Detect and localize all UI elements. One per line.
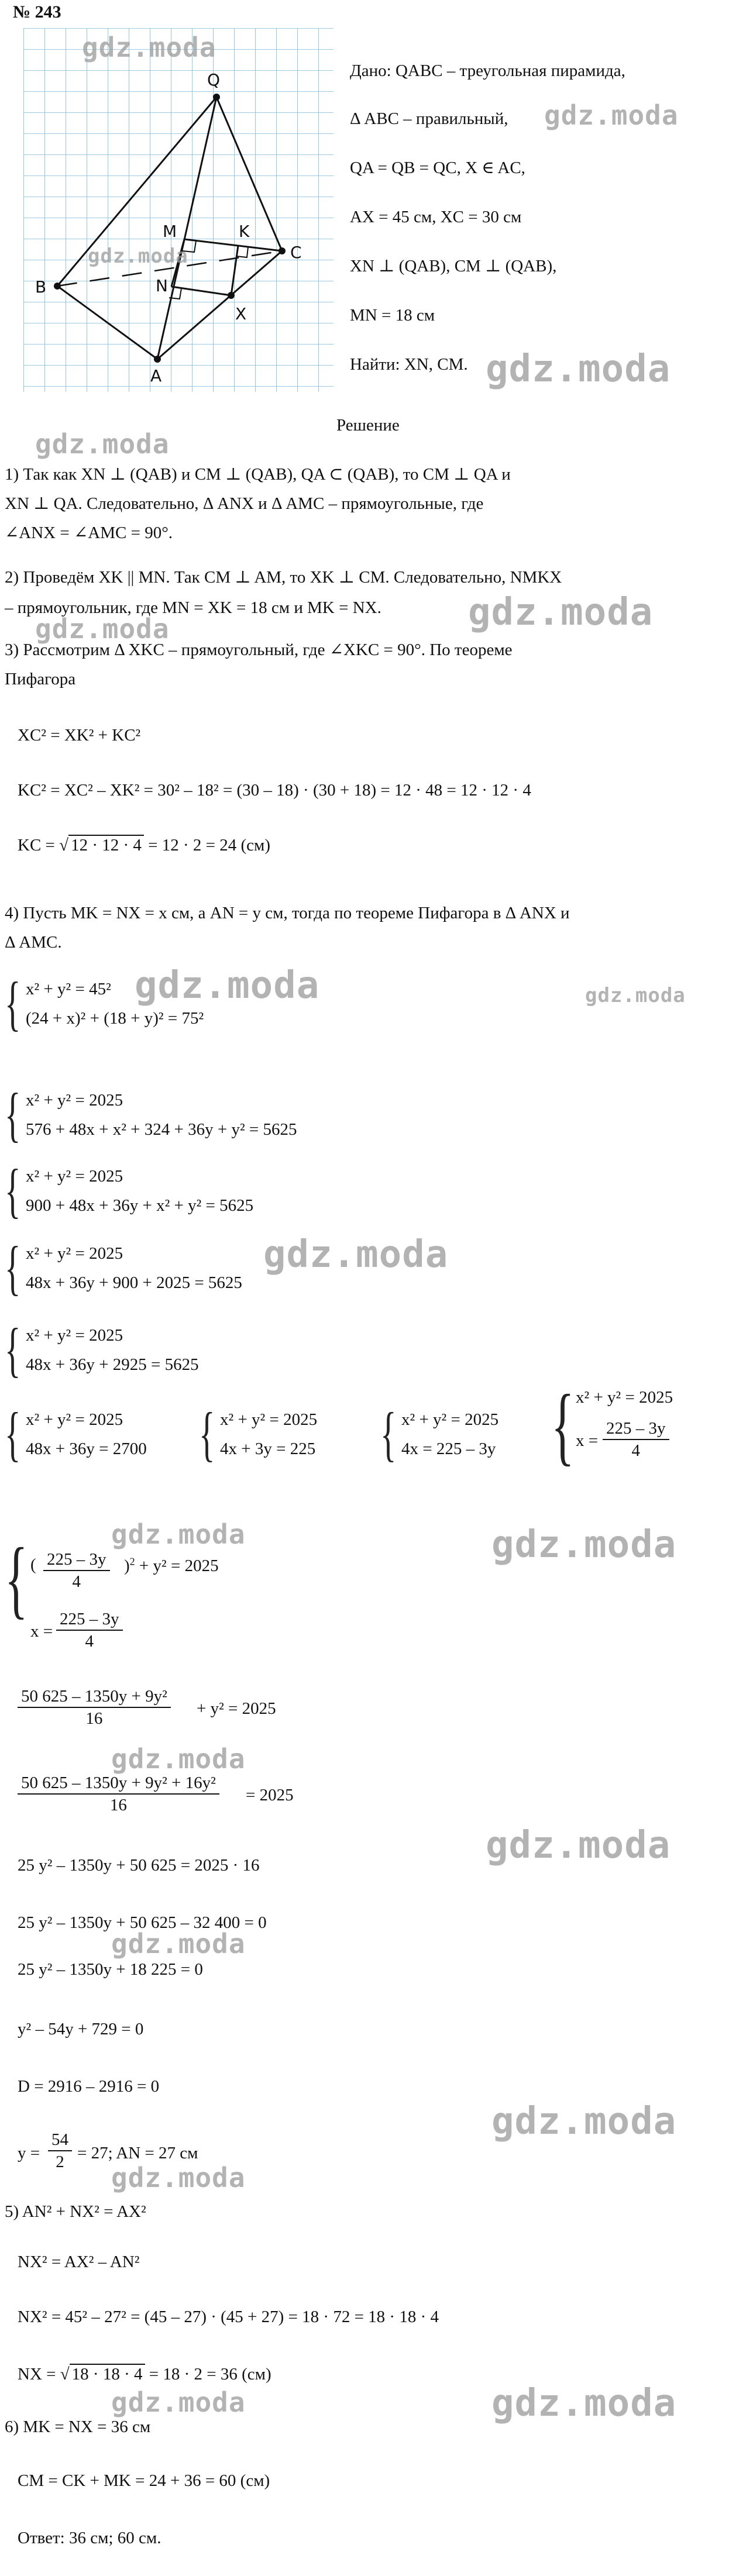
watermark: gdz.moda bbox=[544, 99, 679, 131]
system7-eq1: x² + y² = 2025 bbox=[220, 1410, 318, 1429]
label-q: Q bbox=[207, 70, 221, 89]
system5-eq2: 48x + 36y + 2925 = 5625 bbox=[26, 1355, 199, 1374]
system9-fraction: $\frac{225 - 3y}{4}$ bbox=[603, 1418, 669, 1461]
system6-eq1: x² + y² = 2025 bbox=[26, 1410, 123, 1429]
system4-brace: { bbox=[5, 1234, 21, 1301]
system8-brace: { bbox=[380, 1400, 397, 1468]
system2-eq1: x² + y² = 2025 bbox=[26, 1091, 123, 1110]
given-line-3: QA = QB = QC, X ∈ AC, bbox=[350, 159, 525, 177]
system10-eq1-tail: )$^2$ + y² = 2025 bbox=[124, 1555, 219, 1575]
root-y-value: = 27; AN = 27 см bbox=[77, 2144, 198, 2162]
system3-eq1: x² + y² = 2025 bbox=[26, 1167, 123, 1186]
label-k: K bbox=[239, 222, 250, 241]
fraction2-tail: = 2025 bbox=[246, 1786, 294, 1804]
problem-number: № 243 bbox=[13, 2, 61, 22]
system7-brace: { bbox=[199, 1400, 215, 1468]
system8-eq1: x² + y² = 2025 bbox=[401, 1410, 499, 1429]
answer: Ответ: 36 см; 60 см. bbox=[18, 2529, 161, 2547]
watermark: gdz.moda bbox=[585, 984, 686, 1007]
watermark: gdz.moda bbox=[35, 613, 170, 645]
eq-xc: XC² = XK² + KC² bbox=[18, 726, 141, 745]
system3-eq2: 900 + 48x + 36y + x² + y² = 5625 bbox=[26, 1196, 254, 1215]
step3-line1: 3) Рассмотрим Δ XKC – прямоугольный, где ∠XKC = 90°. По теореме bbox=[5, 640, 513, 659]
system1-brace: { bbox=[5, 970, 21, 1037]
step1-line2: XN ⊥ QA. Следовательно, Δ ANX и Δ AMC – прямоугольные, где bbox=[5, 494, 484, 513]
fraction2: $\frac{\text{50 625 – 1350y + 9y² + 16y²}}{16}$ bbox=[18, 1772, 219, 1816]
watermark: gdz.moda bbox=[111, 2162, 246, 2193]
given-line-4: AX = 45 см, XC = 30 см bbox=[350, 208, 522, 226]
eq-nx-squared: NX² = AX² – AN² bbox=[18, 2253, 140, 2271]
label-n: N bbox=[156, 276, 168, 295]
watermark: gdz.moda bbox=[135, 964, 320, 1007]
system4-eq2: 48x + 36y + 900 + 2025 = 5625 bbox=[26, 1273, 242, 1292]
eq-nx: NX = √ 18 · 18 · 4 = 18 · 2 = 36 (см) bbox=[18, 2365, 271, 2384]
system4-eq1: x² + y² = 2025 bbox=[26, 1244, 123, 1263]
system10-fraction: $\frac{225 - 3y}{4}$ bbox=[43, 1549, 110, 1592]
quad-4: y² – 54y + 729 = 0 bbox=[18, 2020, 144, 2038]
label-b: B bbox=[35, 277, 47, 297]
step2-line1: 2) Проведём XK || MN. Так CM ⊥ AM, то XK ⊥ CM. Следовательно, NMKX bbox=[5, 568, 562, 587]
system1-eq1: x² + y² = 45² bbox=[26, 980, 111, 998]
eq-kc-squared: KC² = XC² – XK² = 30² – 18² = (30 – 18) · (30 + 18) = 12 · 48 = 12 · 12 · 4 bbox=[18, 781, 531, 800]
given-line-2: Δ ABC – правильный, bbox=[350, 109, 508, 128]
system8-eq2: 4x = 225 – 3y bbox=[401, 1439, 496, 1458]
watermark: gdz.moda bbox=[111, 1743, 246, 1775]
step1-line3: ∠ANX = ∠AMC = 90°. bbox=[5, 524, 173, 542]
watermark: gdz.moda bbox=[88, 244, 188, 268]
quad-3: 25 y² – 1350y + 18 225 = 0 bbox=[18, 1960, 203, 1979]
label-a: A bbox=[150, 366, 162, 385]
label-c: C bbox=[290, 243, 302, 262]
watermark: gdz.moda bbox=[491, 1523, 677, 1566]
watermark: gdz.moda bbox=[468, 591, 654, 634]
system9-brace: { bbox=[551, 1377, 575, 1474]
fraction1: $\frac{\text{50 625 – 1350y + 9y²}}{16}$ bbox=[18, 1686, 171, 1729]
given-find: Найти: XN, CM. bbox=[350, 355, 468, 374]
step1-line1: 1) Так как XN ⊥ (QAB) и CM ⊥ (QAB), QA ⊂ (QAB), то CM ⊥ QA и bbox=[5, 465, 511, 484]
system10-eq2: x = bbox=[30, 1622, 53, 1641]
solution-heading: Решение bbox=[336, 416, 400, 435]
system3-brace: { bbox=[5, 1157, 21, 1224]
step5: 5) AN² + NX² = AX² bbox=[5, 2202, 146, 2221]
system5-eq1: x² + y² = 2025 bbox=[26, 1326, 123, 1345]
watermark: gdz.moda bbox=[111, 1928, 246, 1959]
given-line-1: Дано: QABC – треугольная пирамида, bbox=[350, 61, 625, 80]
watermark: gdz.moda bbox=[111, 1518, 246, 1550]
system10-fraction2: $\frac{225 - 3y}{4}$ bbox=[56, 1609, 123, 1652]
system6-eq2: 48x + 36y = 2700 bbox=[26, 1439, 147, 1458]
watermark: gdz.moda bbox=[491, 2382, 677, 2425]
system1-eq2: (24 + x)² + (18 + y)² = 75² bbox=[26, 1009, 204, 1028]
step6: 6) MK = NX = 36 см bbox=[5, 2417, 151, 2436]
system6-brace: { bbox=[5, 1400, 21, 1468]
system9-eq2: x = bbox=[576, 1431, 599, 1450]
grid-background bbox=[23, 28, 333, 392]
system5-brace: { bbox=[5, 1316, 21, 1383]
label-x: X bbox=[235, 304, 247, 323]
system7-eq2: 4x + 3y = 225 bbox=[220, 1439, 316, 1458]
step4-line1: 4) Пусть MK = NX = x см, а AN = y см, тогда по теореме Пифагора в Δ ANX и bbox=[5, 904, 570, 922]
label-m: M bbox=[163, 222, 177, 241]
system10-brace: { bbox=[5, 1530, 28, 1627]
watermark: gdz.moda bbox=[111, 2386, 246, 2418]
eq-nx-calc: NX² = 45² – 27² = (45 – 27) · (45 + 27) = 18 · 72 = 18 · 18 · 4 bbox=[18, 2308, 439, 2326]
eq-cm: CM = CK + MK = 24 + 36 = 60 (см) bbox=[18, 2471, 270, 2490]
discriminant: D = 2916 – 2916 = 0 bbox=[18, 2077, 160, 2096]
eq-kc: KC = √ 12 · 12 · 4 = 12 · 2 = 24 (см) bbox=[18, 836, 271, 855]
system9-eq1: x² + y² = 2025 bbox=[576, 1388, 673, 1407]
watermark: gdz.moda bbox=[35, 428, 170, 460]
step3-line2: Пифагора bbox=[5, 670, 76, 688]
watermark: gdz.moda bbox=[491, 2100, 677, 2143]
root-y-fraction: $\frac{54}{2}$ bbox=[48, 2129, 72, 2172]
step2-line2: – прямоугольник, где MN = XK = 18 см и MK = NX. bbox=[5, 598, 381, 617]
watermark: gdz.moda bbox=[263, 1233, 449, 1276]
quad-2: 25 y² – 1350y + 50 625 – 32 400 = 0 bbox=[18, 1913, 267, 1932]
step4-line2: Δ AMC. bbox=[5, 933, 62, 952]
watermark: gdz.moda bbox=[82, 32, 216, 63]
system2-brace: { bbox=[5, 1081, 21, 1148]
quad-1: 25 y² – 1350y + 50 625 = 2025 · 16 bbox=[18, 1856, 260, 1875]
watermark: gdz.moda bbox=[486, 347, 671, 391]
given-line-5: XN ⊥ (QAB), CM ⊥ (QAB), bbox=[350, 257, 557, 275]
given-line-6: MN = 18 см bbox=[350, 306, 435, 325]
fraction1-tail: + y² = 2025 bbox=[197, 1699, 276, 1718]
watermark: gdz.moda bbox=[486, 1824, 671, 1867]
system2-eq2: 576 + 48x + x² + 324 + 36y + y² = 5625 bbox=[26, 1120, 297, 1139]
root-y-label: y = bbox=[18, 2144, 40, 2162]
system10-paren-open: ( bbox=[30, 1555, 36, 1574]
pyramid-figure bbox=[23, 28, 333, 392]
